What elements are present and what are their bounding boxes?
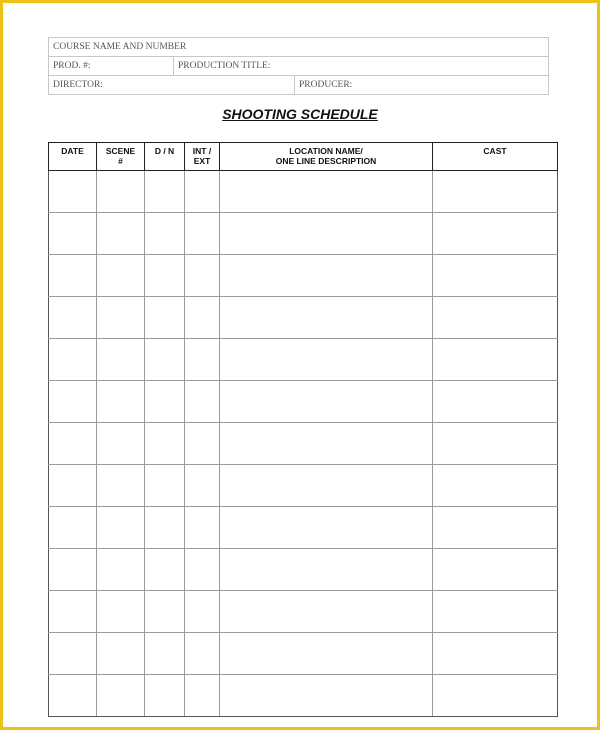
- scene-cell[interactable]: [97, 507, 145, 549]
- location-cell[interactable]: [220, 675, 433, 717]
- day-night-cell[interactable]: [145, 633, 185, 675]
- cast-cell[interactable]: [433, 465, 558, 507]
- scene-cell[interactable]: [97, 549, 145, 591]
- date-cell[interactable]: [49, 465, 97, 507]
- day-night-cell[interactable]: [145, 549, 185, 591]
- info-row-prod: [48, 57, 549, 76]
- date-cell[interactable]: [49, 423, 97, 465]
- table-row: [49, 339, 558, 381]
- day-night-cell[interactable]: [145, 423, 185, 465]
- day-night-cell[interactable]: [145, 255, 185, 297]
- int-ext-cell[interactable]: [185, 297, 220, 339]
- cast-cell[interactable]: [433, 549, 558, 591]
- int-ext-cell[interactable]: [185, 465, 220, 507]
- date-cell[interactable]: [49, 297, 97, 339]
- column-header-scene: SCENE #: [97, 143, 145, 171]
- table-row: [49, 381, 558, 423]
- int-ext-cell[interactable]: [185, 549, 220, 591]
- int-ext-cell[interactable]: [185, 255, 220, 297]
- int-ext-cell[interactable]: [185, 213, 220, 255]
- page-title: SHOOTING SCHEDULE: [222, 106, 378, 122]
- production-info-table: [48, 37, 549, 95]
- day-night-cell[interactable]: [145, 381, 185, 423]
- table-row: [49, 213, 558, 255]
- scene-cell[interactable]: [97, 339, 145, 381]
- date-cell[interactable]: [49, 591, 97, 633]
- location-cell[interactable]: [220, 381, 433, 423]
- int-ext-cell[interactable]: [185, 591, 220, 633]
- location-cell[interactable]: [220, 591, 433, 633]
- table-row: [49, 591, 558, 633]
- int-ext-cell[interactable]: [185, 381, 220, 423]
- location-cell[interactable]: [220, 633, 433, 675]
- date-cell[interactable]: [49, 255, 97, 297]
- int-ext-cell[interactable]: [185, 423, 220, 465]
- date-cell[interactable]: [49, 171, 97, 213]
- int-ext-cell[interactable]: [185, 675, 220, 717]
- int-ext-cell[interactable]: [185, 339, 220, 381]
- cast-cell[interactable]: [433, 339, 558, 381]
- scene-cell[interactable]: [97, 675, 145, 717]
- int-ext-cell[interactable]: [185, 171, 220, 213]
- location-cell[interactable]: [220, 507, 433, 549]
- location-cell[interactable]: [220, 465, 433, 507]
- scene-cell[interactable]: [97, 465, 145, 507]
- cast-cell[interactable]: [433, 171, 558, 213]
- producer-field[interactable]: PRODUCER:: [294, 76, 548, 94]
- column-header-day-night: D / N: [145, 143, 185, 171]
- table-row: [49, 507, 558, 549]
- schedule-rows: [49, 171, 558, 717]
- cast-cell[interactable]: [433, 507, 558, 549]
- column-header-int-ext: INT / EXT: [185, 143, 220, 171]
- cast-cell[interactable]: [433, 591, 558, 633]
- table-row: [49, 675, 558, 717]
- table-row: [49, 171, 558, 213]
- scene-cell[interactable]: [97, 381, 145, 423]
- day-night-cell[interactable]: [145, 465, 185, 507]
- int-ext-cell[interactable]: [185, 633, 220, 675]
- table-row: [49, 297, 558, 339]
- scene-cell[interactable]: [97, 633, 145, 675]
- scene-cell[interactable]: [97, 171, 145, 213]
- day-night-cell[interactable]: [145, 675, 185, 717]
- day-night-cell[interactable]: [145, 213, 185, 255]
- date-cell[interactable]: [49, 339, 97, 381]
- location-cell[interactable]: [220, 213, 433, 255]
- day-night-cell[interactable]: [145, 297, 185, 339]
- location-cell[interactable]: [220, 171, 433, 213]
- cast-cell[interactable]: [433, 297, 558, 339]
- info-row-director: [48, 76, 549, 95]
- location-cell[interactable]: [220, 423, 433, 465]
- table-row: [49, 255, 558, 297]
- date-cell[interactable]: [49, 381, 97, 423]
- production-title-field[interactable]: PRODUCTION TITLE:: [173, 57, 548, 75]
- table-row: [49, 633, 558, 675]
- course-name-field[interactable]: COURSE NAME AND NUMBER: [53, 42, 187, 52]
- info-row-course: [48, 38, 549, 57]
- column-header-cast: CAST: [433, 143, 558, 171]
- director-field[interactable]: DIRECTOR:: [53, 80, 103, 90]
- int-ext-cell[interactable]: [185, 507, 220, 549]
- location-cell[interactable]: [220, 255, 433, 297]
- cast-cell[interactable]: [433, 381, 558, 423]
- table-header-row: [49, 143, 558, 171]
- column-header-date: DATE: [49, 143, 97, 171]
- day-night-cell[interactable]: [145, 171, 185, 213]
- date-cell[interactable]: [49, 549, 97, 591]
- cast-cell[interactable]: [433, 213, 558, 255]
- document-page: [3, 3, 597, 727]
- column-header-location: LOCATION NAME/ ONE LINE DESCRIPTION: [220, 143, 433, 171]
- shooting-schedule-table: [48, 142, 558, 717]
- scene-cell[interactable]: [97, 591, 145, 633]
- date-cell[interactable]: [49, 633, 97, 675]
- cast-cell[interactable]: [433, 255, 558, 297]
- date-cell[interactable]: [49, 507, 97, 549]
- date-cell[interactable]: [49, 675, 97, 717]
- scene-cell[interactable]: [97, 213, 145, 255]
- day-night-cell[interactable]: [145, 339, 185, 381]
- scene-cell[interactable]: [97, 255, 145, 297]
- table-row: [49, 465, 558, 507]
- day-night-cell[interactable]: [145, 507, 185, 549]
- location-cell[interactable]: [220, 297, 433, 339]
- cast-cell[interactable]: [433, 675, 558, 717]
- cast-cell[interactable]: [433, 423, 558, 465]
- day-night-cell[interactable]: [145, 591, 185, 633]
- location-cell[interactable]: [220, 549, 433, 591]
- location-cell[interactable]: [220, 339, 433, 381]
- scene-cell[interactable]: [97, 297, 145, 339]
- scene-cell[interactable]: [97, 423, 145, 465]
- table-row: [49, 423, 558, 465]
- prod-number-field[interactable]: PROD. #:: [53, 61, 91, 71]
- date-cell[interactable]: [49, 213, 97, 255]
- cast-cell[interactable]: [433, 633, 558, 675]
- table-row: [49, 549, 558, 591]
